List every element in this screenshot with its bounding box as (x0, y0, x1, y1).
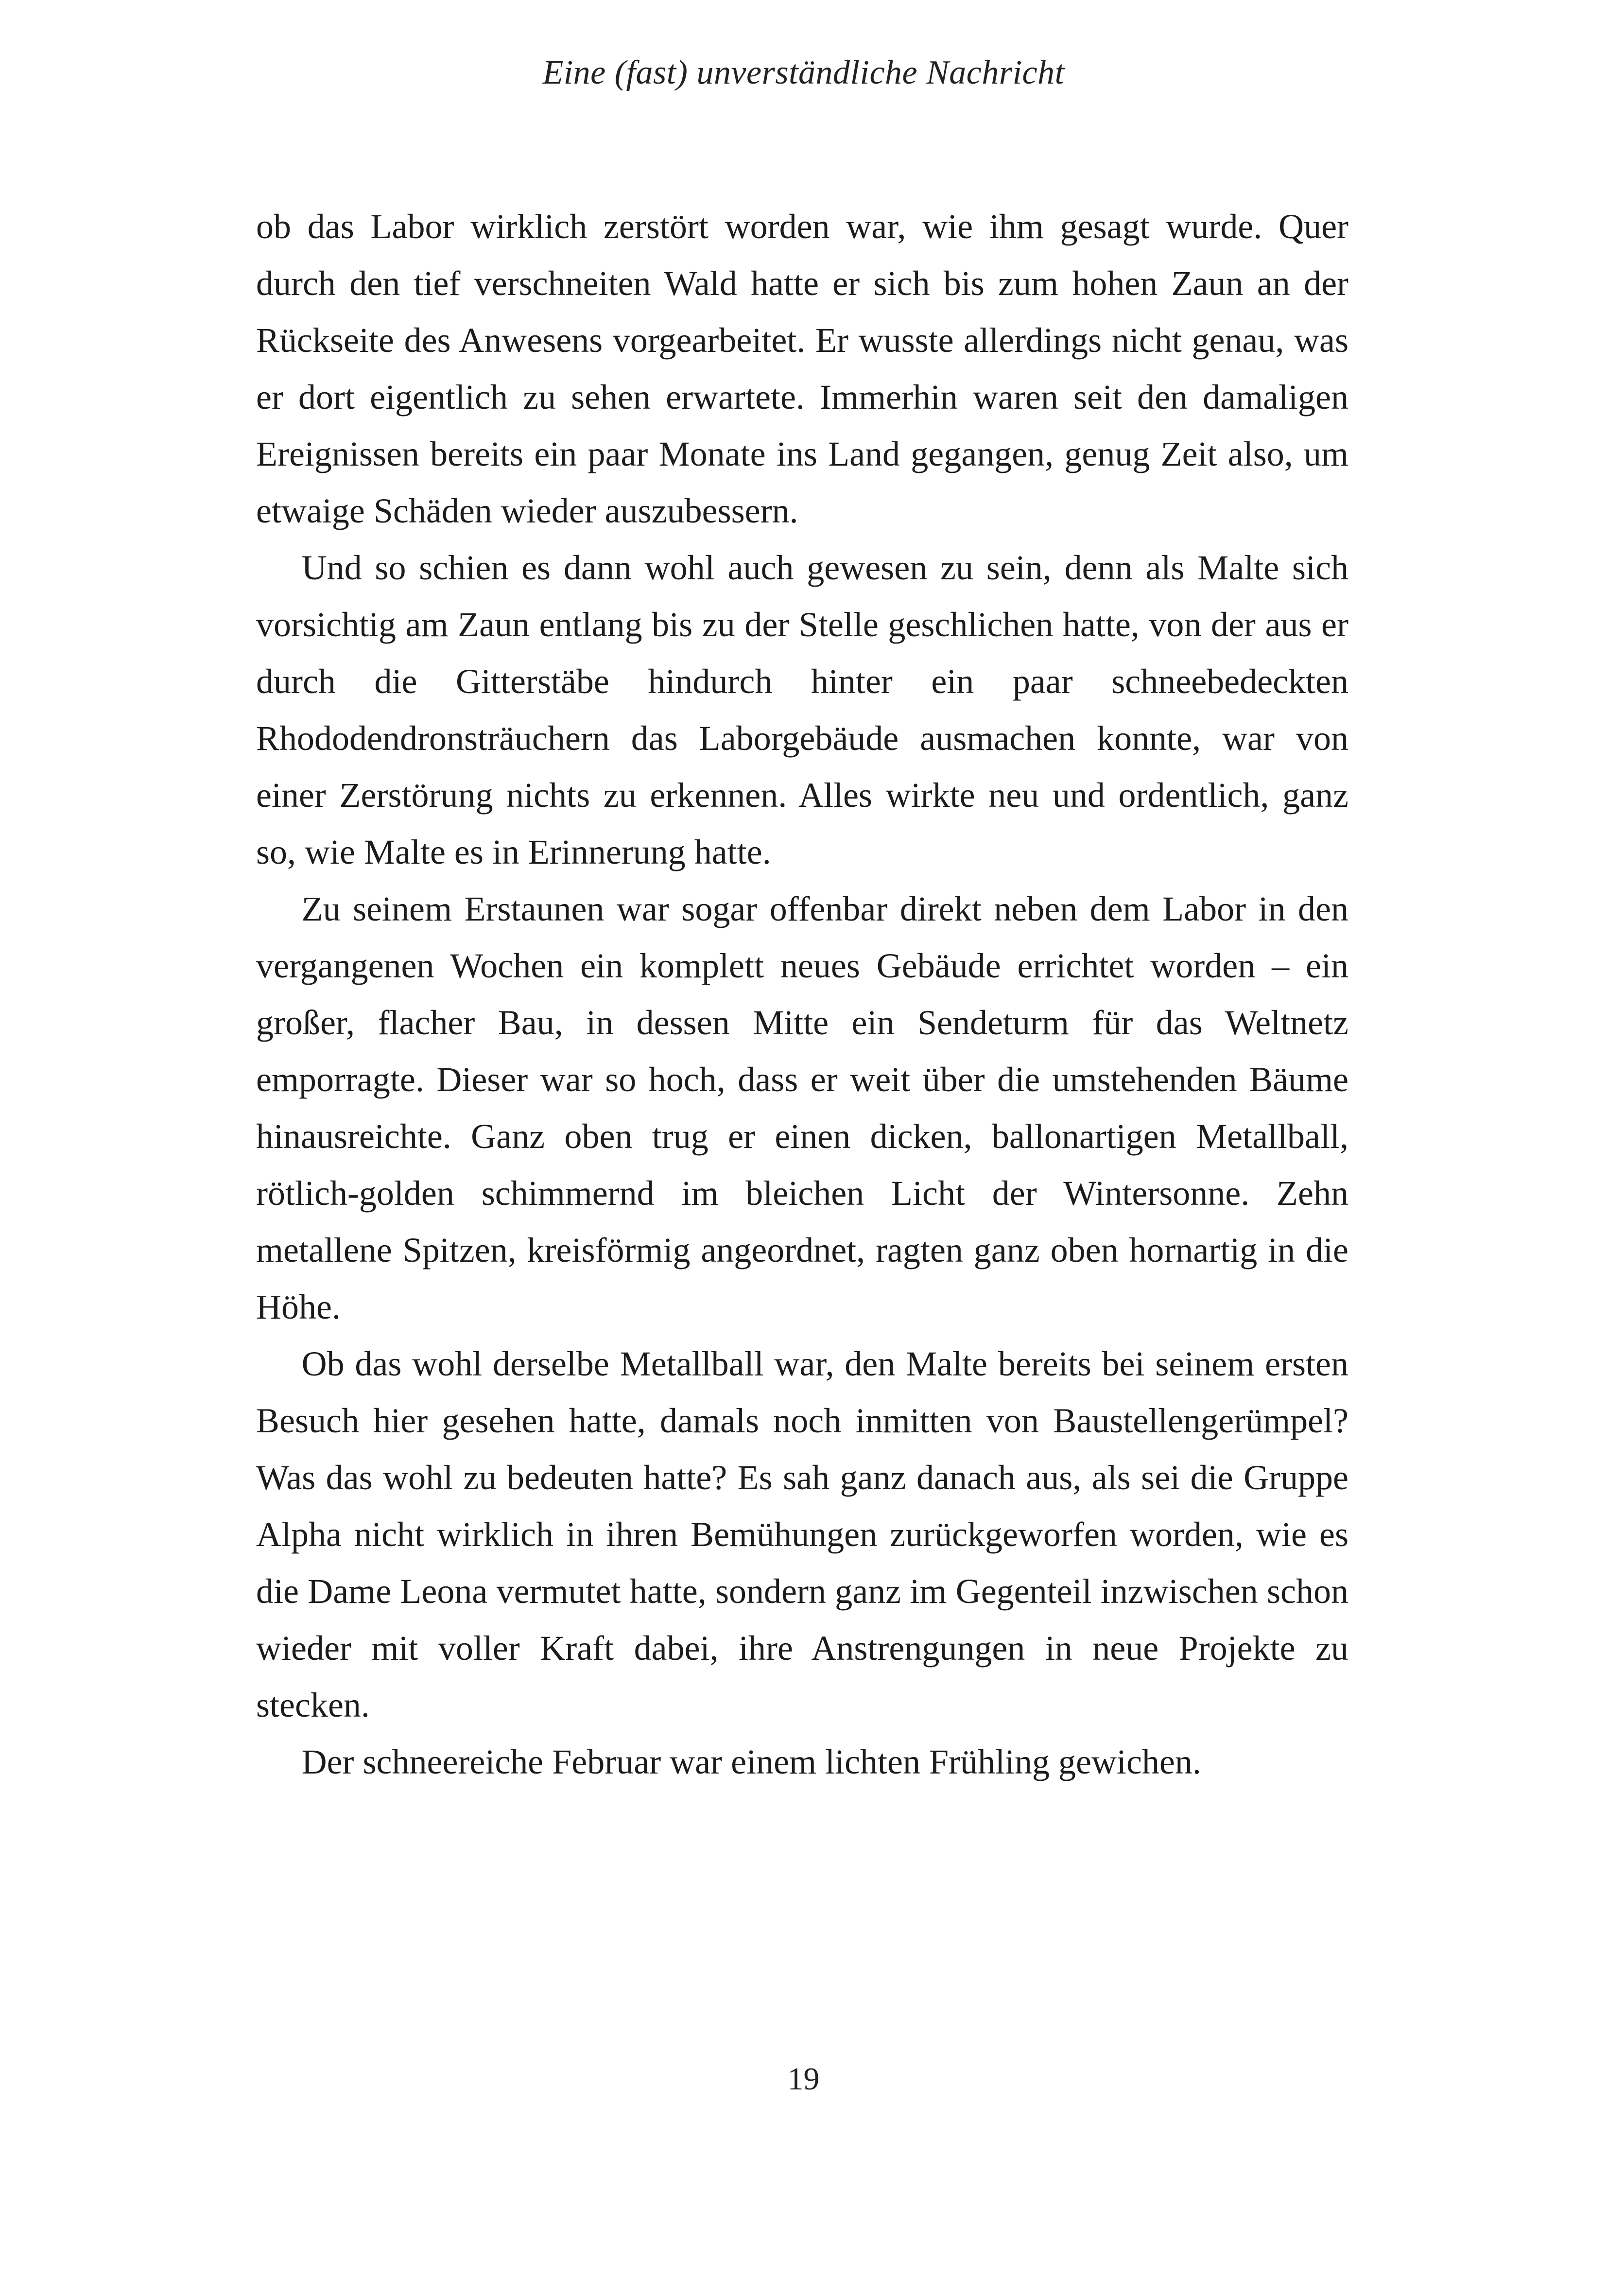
paragraph: Der schneereiche Februar war einem lichten Frühling gewichen. (301, 1742, 1201, 1781)
paragraph: ob das Labor wirklich zerstört worden war, wie ihm gesagt wurde. Quer durch den tief verschneiten Wald hatte er sich bis zum hohen Zaun an der Rückseite des Anwesens vorgearbeitet. Er wusste allerdings nicht genau, was er dort eigentlich zu sehen erwartete. Immerhin waren seit den damaligen Ereignissen bereits ein paar Monate ins Land gegangen, genug Zeit also, um etwaige Schäden wieder auszubessern. (256, 207, 1348, 530)
paragraph: Zu seinem Erstaunen war sogar offenbar direkt neben dem Labor in den vergangenen Wochen ein komplett neues Gebäude errichtet worden – ein großer, flacher Bau, in dessen Mitte ein Sendeturm für das Weltnetz emporragte. Dieser war so hoch, dass er weit über die umstehenden Bäume hinausreichte. Ganz oben trug er einen dicken, ballonartigen Metallball, rötlich-golden schimmernd im bleichen Licht der Wintersonne. Zehn metallene Spitzen, kreisförmig angeordnet, ragten ganz oben hornartig in die Höhe. (256, 889, 1348, 1326)
paragraph: Ob das wohl derselbe Metallball war, den Malte bereits bei seinem ersten Besuch hier gesehen hatte, damals noch inmitten von Baustellengerümpel? Was das wohl zu bedeuten hatte? Es sah ganz danach aus, als sei die Gruppe Alpha nicht wirklich in ihren Bemühungen zurückgeworfen worden, wie es die Dame Leona vermutet hatte, sondern ganz im Gegenteil inzwischen schon wieder mit voller Kraft dabei, ihre Anstrengungen in neue Projekte zu stecken. (256, 1344, 1348, 1724)
paragraph: Und so schien es dann wohl auch gewesen zu sein, denn als Malte sich vorsichtig am Zaun entlang bis zu der Stelle geschlichen hatte, von der aus er durch die Gitterstäbe hindurch hinter ein paar schneebedeckten Rhododendronsträuchern das Laborgebäude ausmachen konnte, war von einer Zerstörung nichts zu erkennen. Alles wirkte neu und ordentlich, ganz so, wie Malte es in Erinnerung hatte. (256, 548, 1348, 871)
body-text (256, 198, 1348, 1791)
running-header: Eine (fast) unverständliche Nachricht (542, 54, 1065, 91)
page-number: 19 (787, 2061, 820, 2097)
